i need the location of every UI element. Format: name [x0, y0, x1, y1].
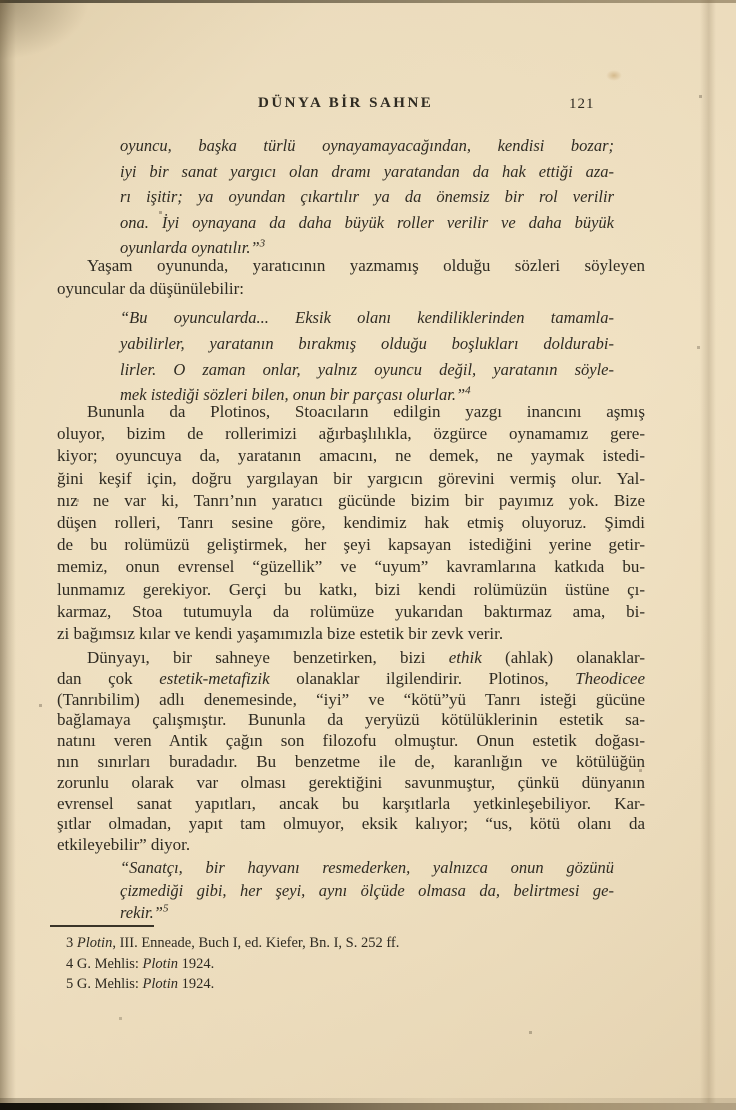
block-quote-1 — [120, 133, 614, 261]
text-segment: 3 — [66, 935, 77, 951]
text-line — [57, 401, 645, 423]
footnotes — [66, 933, 626, 995]
block-quote-2 — [120, 305, 614, 408]
text-segment: ğini keşif için, doğru yargılayan bir yargıcın görevini vermiş olur. Yal- — [57, 468, 645, 488]
text-line — [57, 490, 645, 512]
text-segment: “Bu oyuncularda... Eksik olanı kendiliklerinden tamamla- — [120, 308, 614, 327]
paragraph-3 — [57, 648, 645, 856]
text-segment: nız ne var ki, Tanrı’nın yaratıcı gücünde bizim bir payımız yok. Bize — [57, 490, 645, 510]
text-segment: oyunlarda oynatılır.” — [120, 238, 260, 258]
text-segment: 5 G. Mehlis: — [66, 976, 143, 993]
text-line — [57, 445, 645, 467]
text-line — [57, 669, 645, 690]
text-segment: estetik-metafizik — [159, 668, 270, 688]
footnote-ref: 4 — [465, 384, 471, 397]
text-line — [57, 601, 645, 623]
text-line — [66, 933, 626, 954]
text-segment: lunmamız gerekiyor. Gerçi bu katkı, bizi kendi rolümüzün üstüne çı- — [57, 579, 645, 599]
paragraph-1 — [57, 254, 645, 300]
text-segment: etkileyebilir” diyor. — [57, 835, 191, 855]
text-line — [57, 690, 645, 711]
text-segment: olanaklar ilgilendirir. Plotinos, — [269, 668, 576, 688]
text-segment: 1924. — [177, 976, 215, 993]
text-line — [120, 880, 614, 903]
scan-edge-bottom — [0, 1103, 736, 1110]
running-header-title: DÜNYA BİR SAHNE — [258, 95, 434, 111]
text-line — [57, 468, 645, 490]
text-line — [57, 731, 645, 752]
text-line — [120, 184, 614, 210]
text-segment: Bununla da Plotinos, Stoacıların edilgin yazgı inancını aşmış — [87, 402, 645, 421]
text-segment: Theodicee — [575, 668, 645, 688]
text-line — [66, 974, 626, 995]
text-segment: zi bağımsız kılar ve kendi yaşamımızla bize estetik bir zevk verir. — [57, 624, 504, 644]
text-segment: zorunlu olarak var olması gerektiğini savunmuştur, çünkü dünyanın — [57, 772, 645, 792]
text-line — [57, 835, 645, 856]
text-segment: oluyor, bizim de rollerimizi ağırbaşlılıkla, özgürce oynamamız gere- — [57, 424, 645, 444]
text-line — [120, 857, 614, 880]
text-line — [120, 210, 614, 236]
block-quote-3 — [120, 857, 614, 925]
text-segment: düşen rolleri, Tanrı sesine göre, kendimiz hak etmiş oluyoruz. Şimdi — [57, 513, 645, 533]
page-crease — [700, 0, 716, 1110]
text-segment: Yaşam oyununda, yaratıcının yazmamış olduğu sözleri söyleyen — [87, 256, 645, 275]
text-line — [57, 512, 645, 534]
text-line — [120, 331, 614, 357]
text-line — [57, 710, 645, 731]
footnote-ref: 5 — [162, 902, 169, 915]
text-line — [57, 814, 645, 835]
text-segment: rekir.” — [120, 903, 163, 923]
text-line — [120, 357, 614, 383]
text-segment: yabilirler, yaratanın bırakmış olduğu boşlukları doldurabi- — [120, 333, 614, 353]
paper-specks — [0, 0, 1, 1]
text-segment: ethik — [448, 648, 482, 667]
text-segment: 4 G. Mehlis: — [66, 955, 143, 972]
text-line — [57, 556, 645, 578]
text-line — [57, 534, 645, 556]
text-segment: nın sınırları buradadır. Bu benzetme ile de, karanlığın ve kötülüğün — [57, 751, 645, 771]
text-line — [57, 648, 645, 669]
text-line — [57, 277, 645, 300]
scan-edge-left — [0, 0, 16, 1110]
text-segment: Plotin — [142, 976, 178, 993]
page-number: 121 — [569, 96, 595, 112]
text-segment: karmaz, Stoa tutumuyla da rolümüze yukarıdan baktırmaz ama, bi- — [57, 601, 645, 621]
paragraph-2 — [57, 401, 645, 645]
text-segment: oyuncular da düşünülebilir: — [57, 279, 244, 298]
text-segment: Plotin — [76, 935, 113, 951]
footnote-ref: 3 — [259, 237, 266, 250]
text-segment: (ahlak) olanaklar- — [481, 648, 646, 667]
text-segment: evrensel sanat yapıtları, ancak bu karşıtlarla yetkinleşebiliyor. Kar- — [57, 793, 645, 813]
text-segment: dan çok — [57, 668, 160, 688]
text-line — [57, 752, 645, 773]
text-segment: kiyor; oyuncuya da, yaratanın amacını, ne demek, ne yaymak istedi- — [57, 446, 645, 466]
footnote-rule — [50, 925, 154, 927]
text-line — [57, 579, 645, 601]
text-segment: (Tanrıbilim) adlı denemesinde, “iyi” ve “kötü”yü Tanrı isteği gücüne — [57, 689, 645, 709]
text-line — [66, 954, 626, 975]
text-segment: natını veren Antik çağın son filozofu olmuştur. Onun estetik doğası- — [57, 731, 645, 751]
text-segment: oyuncu, başka türlü oynayamayacağından, kendisi bozar; — [120, 136, 614, 155]
text-segment: şıtlar olmadan, yapıt tam olmuyor, eksik kalıyor; “us, kötü olanı da — [57, 814, 645, 834]
text-segment: 1924. — [177, 955, 215, 972]
text-line — [57, 623, 645, 645]
text-segment: rı işitir; ya oyundan çıkartılır ya da önemsiz bir rol verilir — [120, 187, 614, 207]
text-segment: “Sanatçı, bir hayvanı resmederken, yalnızca onun gözünü — [120, 858, 614, 877]
text-line — [120, 902, 614, 925]
text-segment: bağlamaya çalışmıştır. Bununla da yeryüzü kötülüklerinin estetik sa- — [57, 710, 645, 730]
text-segment: de bu rolümüzü geliştirmek, her şeyi kapsayan istediğini yerine getir- — [57, 535, 645, 555]
text-segment: Plotin — [142, 955, 178, 972]
text-segment: Dünyayı, bir sahneye benzetirken, bizi — [87, 648, 449, 667]
text-line — [120, 133, 614, 159]
text-segment: iyi bir sanat yargıcı olan dramı yaratandan da hak ettiği aza- — [120, 161, 614, 181]
text-segment: mek istediği sözleri bilen, onun bir parçası olurlar.” — [120, 385, 466, 405]
text-line — [120, 305, 614, 331]
text-line — [57, 423, 645, 445]
text-line — [57, 254, 645, 277]
text-segment: , III. Enneade, Buch I, ed. Kiefer, Bn. I, S. 252 ff. — [112, 935, 400, 951]
text-segment: memiz, onun evrensel “güzellik” ve “uyum” kavramlarına katkıda bu- — [57, 557, 645, 577]
scan-edge-top — [0, 0, 736, 3]
text-line — [57, 794, 645, 815]
text-segment: lirler. O zaman onlar, yalnız oyuncu değil, yaratanın söyle- — [120, 359, 614, 379]
text-line — [120, 159, 614, 185]
paper-stain — [606, 70, 622, 81]
text-line — [57, 773, 645, 794]
text-segment: çizmediği gibi, her şeyi, aynı ölçüde olmasa da, belirtmesi ge- — [120, 880, 614, 900]
text-segment: ona. İyi oynayana da daha büyük roller verilir ve daha büyük — [120, 212, 614, 232]
